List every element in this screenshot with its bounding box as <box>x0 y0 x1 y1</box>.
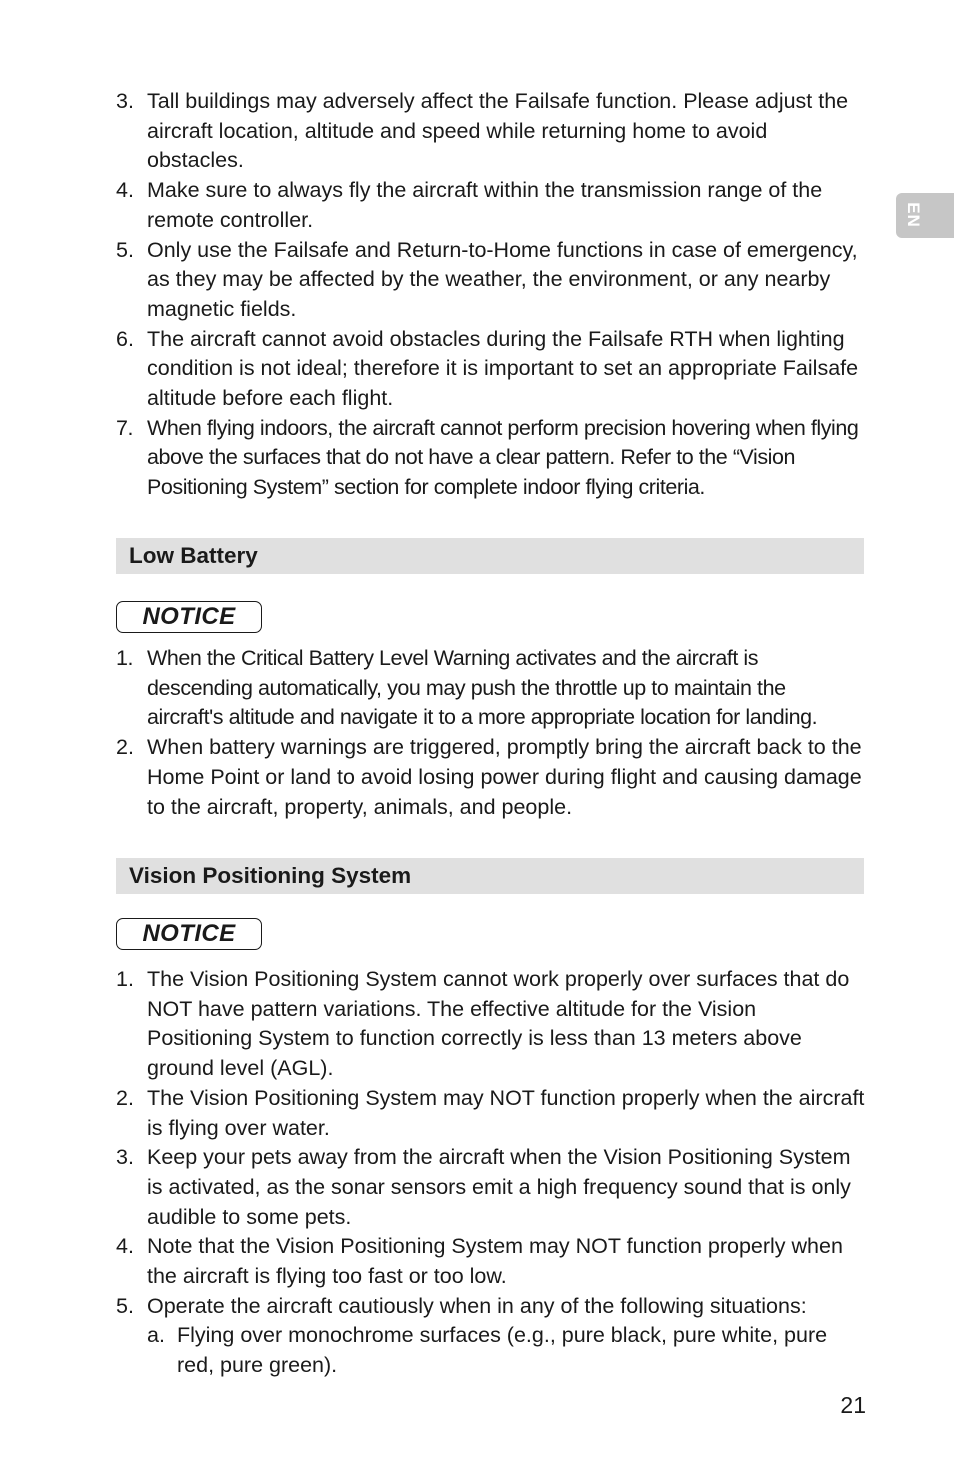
item-number: 4. <box>116 1234 134 1259</box>
item-text: Make sure to always fly the aircraft within the transmission range of the remote controller. <box>147 178 823 232</box>
list-item <box>116 1232 866 1291</box>
language-tab <box>896 193 954 238</box>
item-number: 1. <box>116 967 134 991</box>
item-number: 3. <box>116 89 134 113</box>
list-item <box>116 1143 866 1232</box>
item-number: 2. <box>116 1085 134 1110</box>
item-text: Keep your pets away from the aircraft when the Vision Positioning System is activated, as the sonar sensors emit a high frequency sound that is only audible to some pets. <box>147 1145 851 1229</box>
list-item <box>116 325 866 414</box>
item-text: Tall buildings may adversely affect the Failsafe function. Please adjust the aircraft location, altitude and speed while returning home to avoid obstacles. <box>147 89 849 173</box>
item-number: 4. <box>116 178 134 203</box>
sub-list-item <box>147 1321 866 1380</box>
item-number: 3. <box>116 1145 134 1170</box>
section-heading-low-battery: Low Battery <box>116 538 864 574</box>
list-item <box>116 236 866 325</box>
list-item <box>116 1084 866 1143</box>
item-text: The aircraft cannot avoid obstacles during the Failsafe RTH when lighting condition is not ideal; therefore it is important to set an appropriate Failsafe altitude before each flight. <box>147 326 859 411</box>
item-number: 5. <box>116 237 134 262</box>
item-number: 2. <box>116 735 134 760</box>
list-item <box>116 965 866 1084</box>
failsafe-notes-list <box>116 87 866 503</box>
item-text: The Vision Positioning System may NOT function properly when the aircraft is flying over water. <box>147 1085 865 1140</box>
item-text: When flying indoors, the aircraft cannot perform precision hovering when flying above the surfaces that do not have a clear pattern. Refer to the “Vision Positioning System” section for complete indoor flying criteria. <box>147 415 859 500</box>
item-text: The Vision Positioning System cannot work properly over surfaces that do NOT have pattern variations. The effective altitude for the Vision Positioning System to function correctly is less than 13 meters above ground level (AGL). <box>147 967 850 1081</box>
item-number: 7. <box>116 415 134 440</box>
sub-item-letter: a. <box>147 1323 165 1348</box>
list-item <box>116 87 866 176</box>
low-battery-list <box>116 644 866 822</box>
item-text: Only use the Failsafe and Return-to-Home functions in case of emergency, as they may be affected by the weather, the environment, or any nearby magnetic fields. <box>147 237 858 321</box>
item-number: 6. <box>116 326 134 351</box>
section-heading-vision-positioning: Vision Positioning System <box>116 858 864 894</box>
language-tab-label: EN <box>904 202 923 228</box>
item-text: Operate the aircraft cautiously when in any of the following situations: <box>147 1293 807 1318</box>
notice-label: NOTICE <box>116 601 262 633</box>
list-item <box>116 176 866 235</box>
item-number: 5. <box>116 1293 134 1318</box>
page-number: 21 <box>840 1392 866 1418</box>
sub-item-text: Flying over monochrome surfaces (e.g., pure black, pure white, pure red, pure green). <box>177 1323 828 1378</box>
notice-label: NOTICE <box>116 918 262 950</box>
item-text: Note that the Vision Positioning System may NOT function properly when the aircraft is flying too fast or too low. <box>147 1234 843 1289</box>
list-item <box>116 644 866 733</box>
list-item <box>116 733 866 822</box>
vision-list <box>116 965 866 1381</box>
item-text: When the Critical Battery Level Warning activates and the aircraft is descending automatically, you may push the throttle up to maintain the aircraft's altitude and navigate it to a more appropriate location for landing. <box>147 646 818 730</box>
item-number: 1. <box>116 646 134 670</box>
item-text: When battery warnings are triggered, promptly bring the aircraft back to the Home Point or land to avoid losing power during flight and causing damage to the aircraft, property, animals, and people. <box>147 735 862 819</box>
list-item <box>116 1292 866 1381</box>
list-item <box>116 414 866 503</box>
